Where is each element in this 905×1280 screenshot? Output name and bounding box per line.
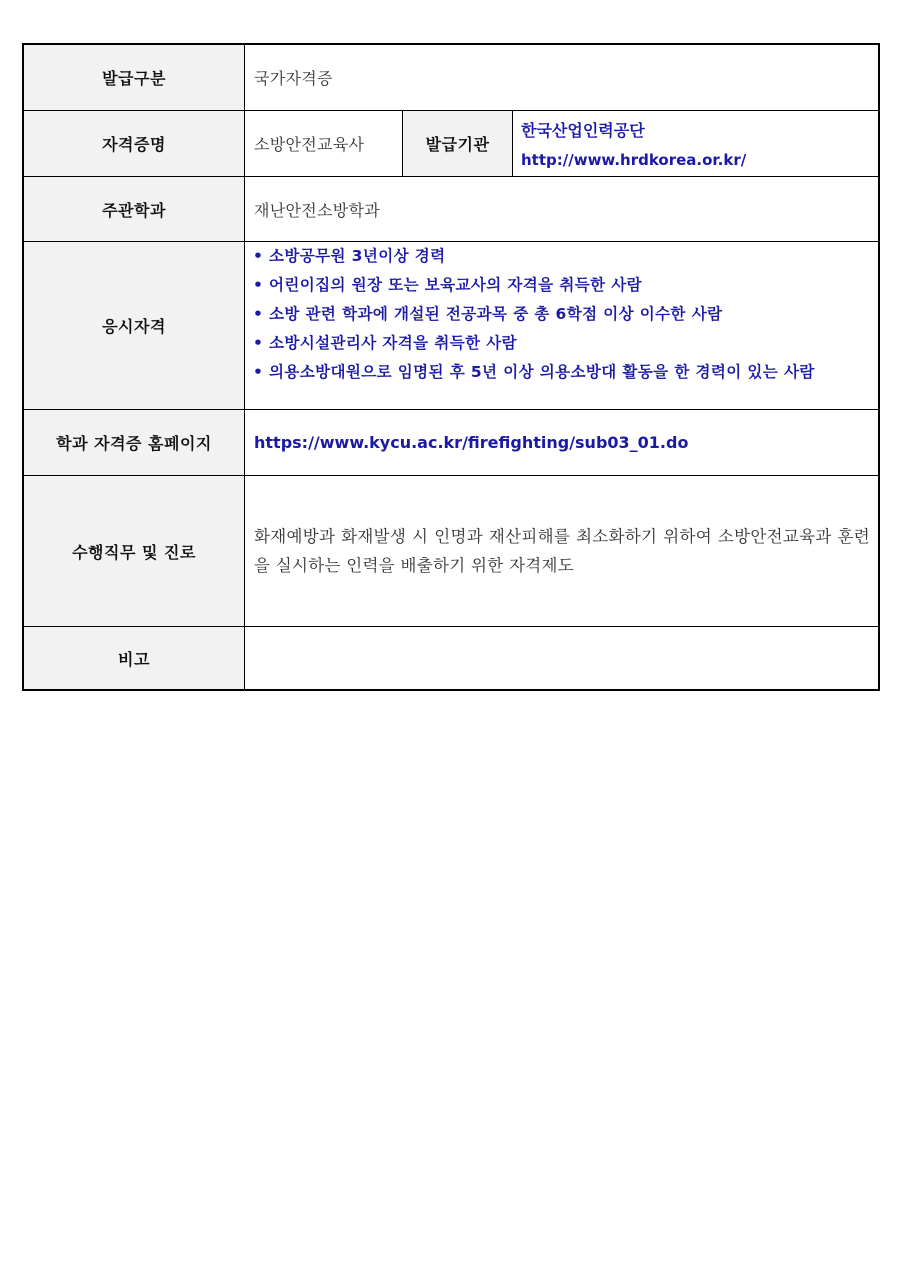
qualification-item: • 소방시설관리사 자격을 취득한 사람	[253, 329, 870, 358]
qualification-item: • 소방 관련 학과에 개설된 전공과목 중 총 6학점 이상 이수한 사람	[253, 300, 870, 329]
issue-type-label: 발급구분	[24, 45, 245, 111]
bullet-icon: •	[253, 363, 264, 381]
duty-value: 화재예방과 화재발생 시 인명과 재산피해를 최소화하기 위하여 소방안전교육과 훈련을 실시하는 인력을 배출하기 위한 자격제도	[245, 476, 878, 627]
qualification-value	[245, 242, 878, 410]
bullet-icon: •	[253, 305, 264, 323]
remarks-value	[245, 627, 878, 689]
issuer-label: 발급기관	[403, 111, 513, 177]
issuer-value	[513, 111, 878, 177]
qualification-list	[245, 242, 878, 387]
qualification-label: 응시자격	[24, 242, 245, 410]
cert-name-value: 소방안전교육사	[245, 111, 403, 177]
certificate-info-table	[22, 43, 880, 691]
issuer-name: 한국산업인력공단	[521, 121, 645, 140]
duty-label: 수행직무 및 진로	[24, 476, 245, 627]
homepage-label: 학과 자격증 홈페이지	[24, 410, 245, 476]
bullet-icon: •	[253, 276, 264, 294]
homepage-url-link[interactable]: https://www.kycu.ac.kr/firefighting/sub03_01.do	[245, 410, 878, 476]
issue-type-value: 국가자격증	[245, 45, 878, 111]
qualification-item: • 의용소방대원으로 임명된 후 5년 이상 의용소방대 활동을 한 경력이 있는 사람	[253, 358, 870, 387]
issuer-url-link[interactable]: http://www.hrdkorea.or.kr/	[521, 151, 747, 169]
department-label: 주관학과	[24, 177, 245, 242]
department-value: 재난안전소방학과	[245, 177, 878, 242]
qualification-item: • 어린이집의 원장 또는 보육교사의 자격을 취득한 사람	[253, 271, 870, 300]
bullet-icon: •	[253, 334, 264, 352]
qualification-item: • 소방공무원 3년이상 경력	[253, 242, 870, 271]
bullet-icon: •	[253, 247, 264, 265]
cert-name-label: 자격증명	[24, 111, 245, 177]
remarks-label: 비고	[24, 627, 245, 689]
